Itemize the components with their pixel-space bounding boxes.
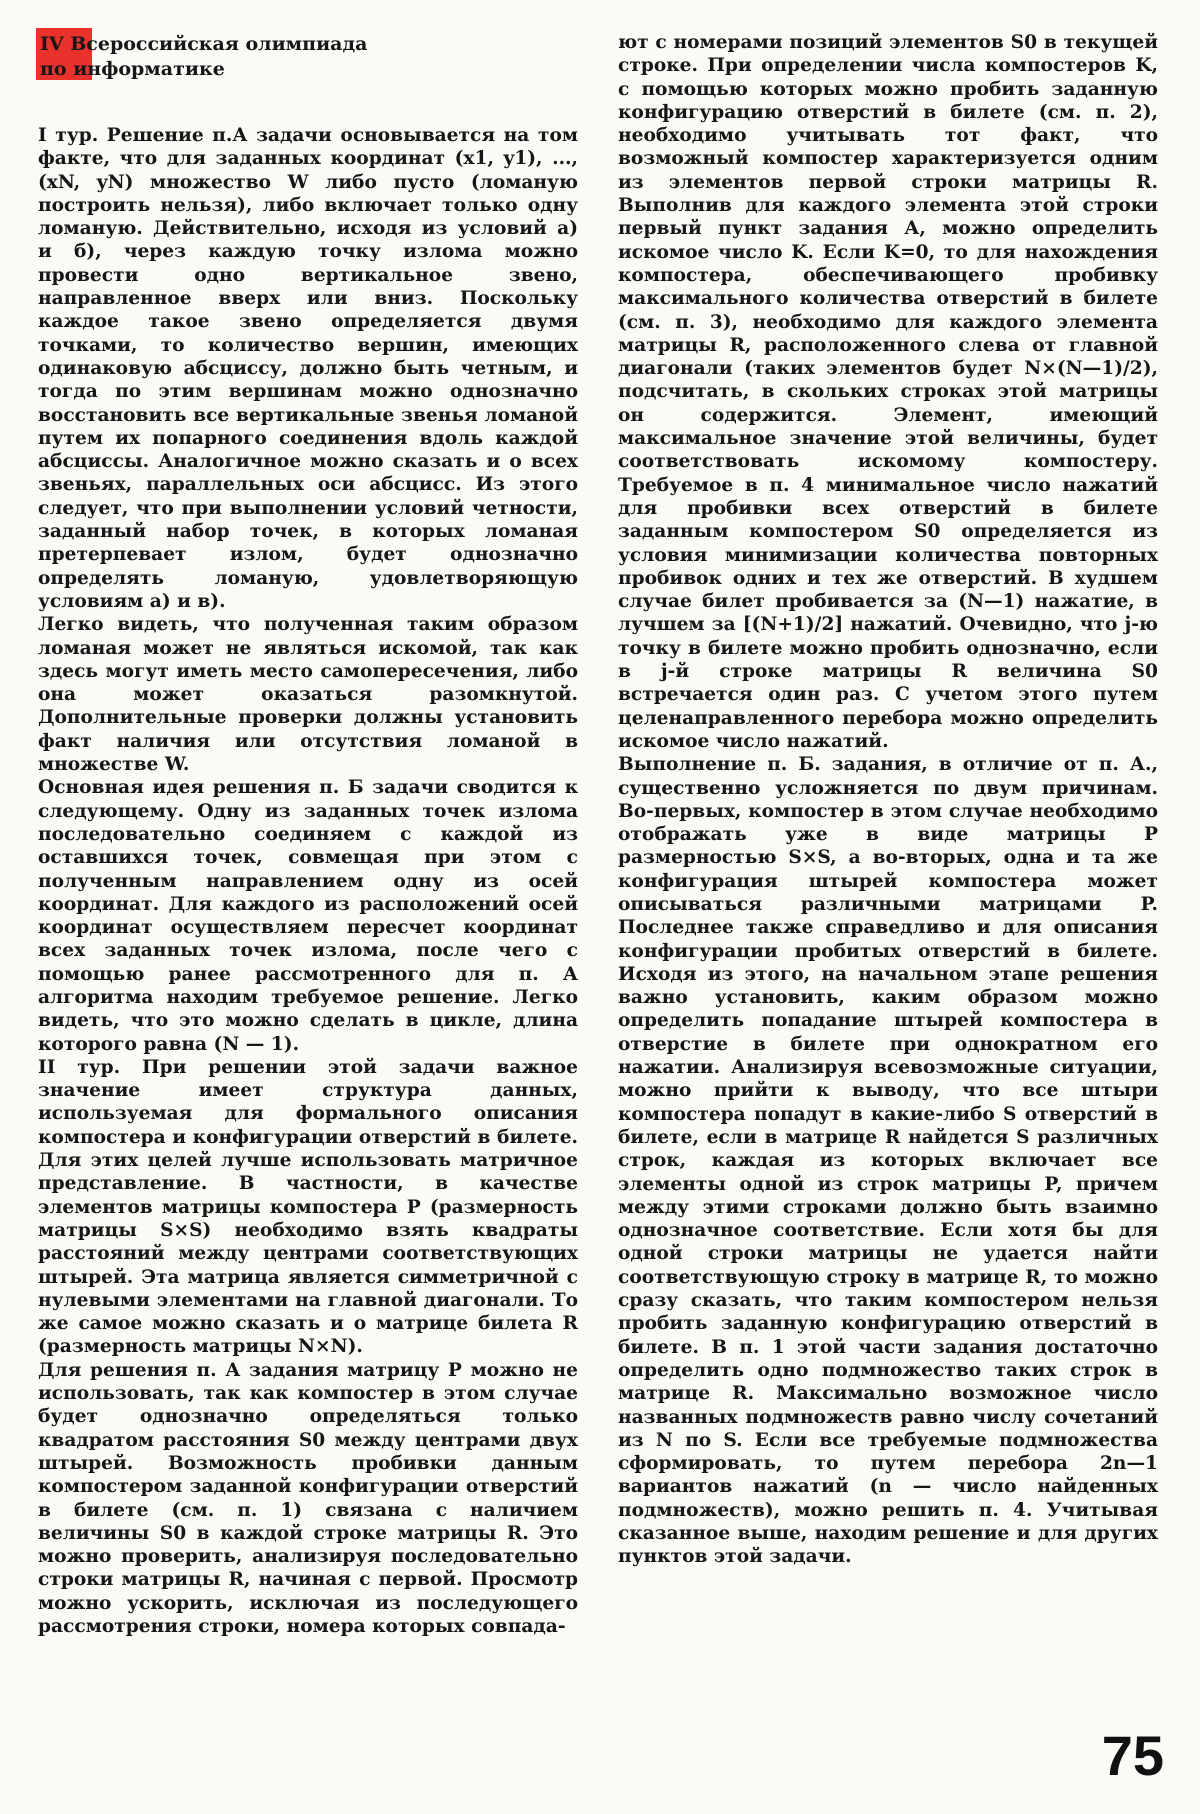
paragraph-tour-1 xyxy=(38,124,578,613)
right-column xyxy=(618,31,1158,1569)
page-number: 75 xyxy=(1101,1724,1164,1787)
tour-1-label: I тур. xyxy=(38,125,99,146)
tour-1-text: Решение п.А задачи основывается на том факте, что для заданных координат (x1, y1), ..., (xN, yN) множество W либо пусто (ломаную построить нельзя), либо включает только одну ломаную. Действительно, исходя из условий а) и б), через каждую точку излома можно провести одно вертикальное звено, направленное вверх или вниз. Поскольку каждое такое звено определяется двумя точками, то количество вершин, имеющих одинаковую абсциссу, должно быть четным, и тогда по этим вершинам можно однозначно восстановить все вертикальные звенья ломаной путем их попарного соединения вдоль каждой абсциссы. Аналогичное можно сказать и о всех звеньях, параллельных оси абсцисс. Из этого следует, что при выполнении условий четности, заданный набор точек, в которых ломаная претерпевает излом, будет однозначно определять ломаную, удовлетворяющую условиям а) и в). xyxy=(38,125,579,612)
header-line-2: по информатике xyxy=(40,58,225,80)
paragraph-part-b-idea: Основная идея решения п. Б задачи сводится к следующему. Одну из заданных точек излома последовательно соединяем с каждой из оставшихся точек, совмещая при этом с полученным направлением одну из осей координат. Для каждого из расположений осей координат осуществляем пересчет координат всех заданных точек излома, после чего с помощью ранее рассмотренного для п. А алгоритма находим требуемое решение. Легко видеть, что это можно сделать в цикле, длина которого равна (N — 1). xyxy=(38,777,578,1055)
paragraph-part-b-solution: Выполнение п. Б. задания, в отличие от п. А., существенно усложняется по двум причинам. Во-первых, компостер в этом случае необходимо отображать уже в виде матрицы P размерностью S×S, а во-вторых, одна и та же конфигурация штырей компостера может описываться различными матрицами P. Последнее также справедливо и для описания конфигурации пробитых отверстий в билете. Исходя из этого, на начальном этапе решения важно установить, каким образом можно определить попадание штырей компостера в отверстие в билете при однократном его нажатии. Анализируя всевозможные ситуации, можно прийти к выводу, что все штыри компостера попадут в какие-либо S отверстий в билете, если в матрице R найдется S различных строк, каждая из которых включает все элементы одной из строк матрицы P, причем между этими строками должно быть взаимно однозначное соответствие. Если хотя бы для одной строки матрицы не удается найти соответствующую строку в матрице R, то можно сразу сказать, что таким компостером нельзя пробить заданную конфигурацию отверстий в билете. В п. 1 этой части задания достаточно определить одно подмножество таких строк в матрице R. Максимально возможное число названных подмножеств равно числу сочетаний из N по S. Если все требуемые подмножества сформировать, то путем перебора 2n—1 вариантов нажатий (n — число найденных подмножеств), можно решить п. 4. Учитывая сказанное выше, находим решение и для других пунктов этой задачи. xyxy=(618,754,1158,1568)
tour-2-text: При решении этой задачи важное значение имеет структура данных, используемая для формального описания компостера и конфигурации отверстий в билете. Для этих целей лучше использовать матричное представление. В частности, в качестве элементов матрицы компостера P (размерность матрицы S×S) необходимо взять квадраты расстояний между центрами соответствующих штырей. Эта матрица является симметричной с нулевыми элементами на главной диагонали. То же самое можно сказать и о матрице билета R (размерность матрицы N×N). xyxy=(38,1056,578,1358)
paragraph-continuation: ют с номерами позиций элементов S0 в текущей строке. При определении числа компостеров K, с помощью которых можно пробить заданную конфигурацию отверстий в билете (см. п. 2), необходимо учитывать тот факт, что возможный компостер характеризуется одним из элементов первой строки матрицы R. Выполнив для каждого элемента этой строки первый пункт задания А, можно определить искомое число K. Если K=0, то для нахождения компостера, обеспечивающего пробивку максимального количества отверстий в билете (см. п. 3), необходимо для каждого элемента матрицы R, расположенного слева от главной диагонали (таких элементов будет N×(N—1)/2), подсчитать, в скольких строках этой матрицы он содержится. Элемент, имеющий максимальное значение этой величины, будет соответствовать искомому компостеру. Требуемое в п. 4 минимальное число нажатий для пробивки всех отверстий в билете заданным компостером S0 определяется из условия минимизации количества повторных пробивок одних и тех же отверстий. В худшем случае билет пробивается за (N—1) нажатие, в лучшем за [(N+1)/2] нажатий. Очевидно, что j-ю точку в билете можно пробить однозначно, если в j-й строке матрицы R величина S0 встречается один раз. С учетом этого путем целенаправленного перебора можно определить искомое число нажатий. xyxy=(618,32,1158,752)
tour-2-label: II тур. xyxy=(38,1056,121,1078)
header-line-1: IV Всероссийская олимпиада xyxy=(40,33,368,55)
left-column xyxy=(38,124,578,1638)
section-header xyxy=(40,32,560,82)
paragraph-self-intersection: Легко видеть, что полученная таким образом ломаная может не являться искомой, так как здесь могут иметь место самопересечения, либо она может оказаться разомкнутой. Дополнительные проверки должны установить факт наличия или отсутствия ломаной в множестве W. xyxy=(38,614,578,776)
paragraph-tour-2 xyxy=(38,1056,578,1359)
paragraph-part-a-solution: Для решения п. А задания матрицу P можно не использовать, так как компостер в этом случае будет однозначно определяться только квадратом расстояния S0 между центрами двух штырей. Возможность пробивки данным компостером заданной конфигурации отверстий в билете (см. п. 1) связана с наличием величины S0 в каждой строке матрицы R. Это можно проверить, анализируя последовательно строки матрицы R, начиная с первой. Просмотр можно ускорить, исключая из последующего рассмотрения строки, номера которых совпада- xyxy=(38,1359,578,1637)
